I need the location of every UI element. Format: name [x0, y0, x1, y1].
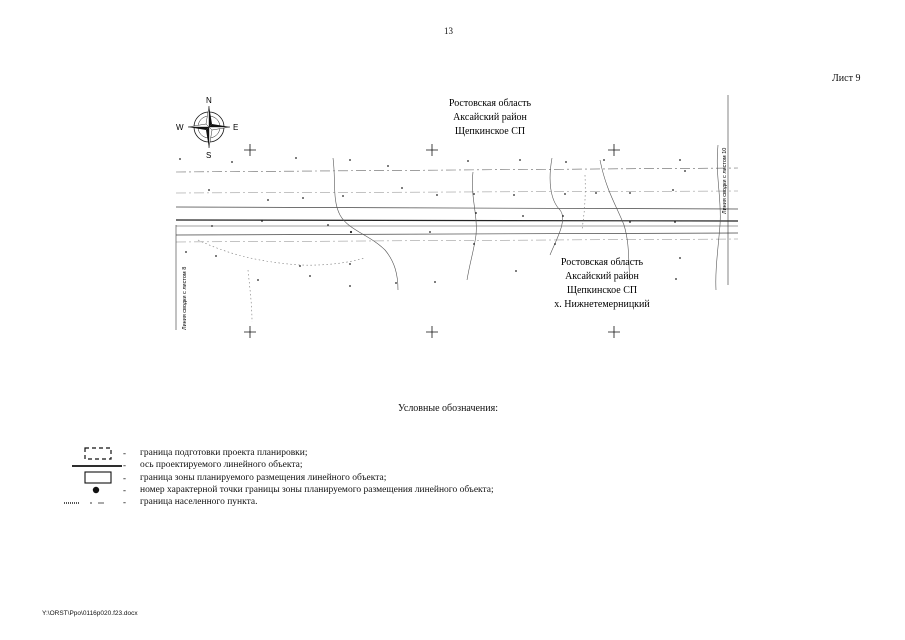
match-line-right-label: Линия сводки с листом 10 [722, 147, 728, 214]
terrain-lines [333, 145, 720, 290]
legend-separator-5: - [123, 497, 126, 507]
compass-rose-icon [176, 96, 238, 160]
legend-title: Условные обозначения: [398, 403, 499, 414]
legend-item-settlement-boundary: граница населенного пункта. [140, 497, 258, 507]
legend-separator-1: - [123, 448, 126, 458]
legend-item-point-number: номер характерной точки границы зоны планируемого размещения линейного объекта; [140, 485, 494, 495]
legend-item-zone-boundary: граница зоны планируемого размещения линейного объекта; [140, 473, 387, 483]
region-label-top [449, 98, 532, 137]
region-label-bottom-line-3: Щепкинское СП [566, 285, 638, 296]
legend-separator-4: - [123, 485, 126, 495]
compass-east-label: E [233, 123, 239, 132]
settlement-boundary [198, 175, 585, 322]
region-label-top-line-2: Аксайский район [453, 112, 527, 123]
legend-dotted-line-icon-dot-1 [90, 502, 92, 504]
match-line-left-label: Линия сводки с листом 8 [182, 266, 188, 330]
region-label-bottom-line-4: х. Нижнетемерницкий [554, 299, 650, 310]
region-label-top-line-1: Ростовская область [448, 98, 532, 109]
compass-south-label: S [206, 151, 212, 160]
match-line-left [176, 225, 188, 330]
region-label-bottom-line-2: Аксайский район [565, 271, 639, 282]
compass-north-label: N [206, 96, 212, 105]
legend-item-axis: ось проектируемого линейного объекта; [140, 460, 303, 470]
legend-separator-3: - [123, 473, 126, 483]
region-label-top-line-3: Щепкинское СП [454, 126, 526, 137]
region-label-bottom-line-1: Ростовская область [560, 257, 644, 268]
sheet-label: Лист 9 [832, 73, 861, 84]
legend-item-project-boundary: граница подготовки проекта планировки; [140, 448, 308, 458]
match-line-right [722, 95, 728, 285]
file-path: Y:\ORST\Ppo\0116p020.f23.docx [42, 610, 138, 617]
region-label-bottom [554, 257, 650, 310]
corridor-lines [176, 168, 738, 242]
legend-separator-2: - [123, 460, 126, 470]
compass-west-label: W [176, 123, 184, 132]
legend-dashed-rectangle-icon [85, 448, 111, 459]
page-number: 13 [444, 26, 453, 36]
legend-solid-rectangle-icon [85, 472, 111, 483]
legend-filled-dot-icon [93, 487, 99, 493]
